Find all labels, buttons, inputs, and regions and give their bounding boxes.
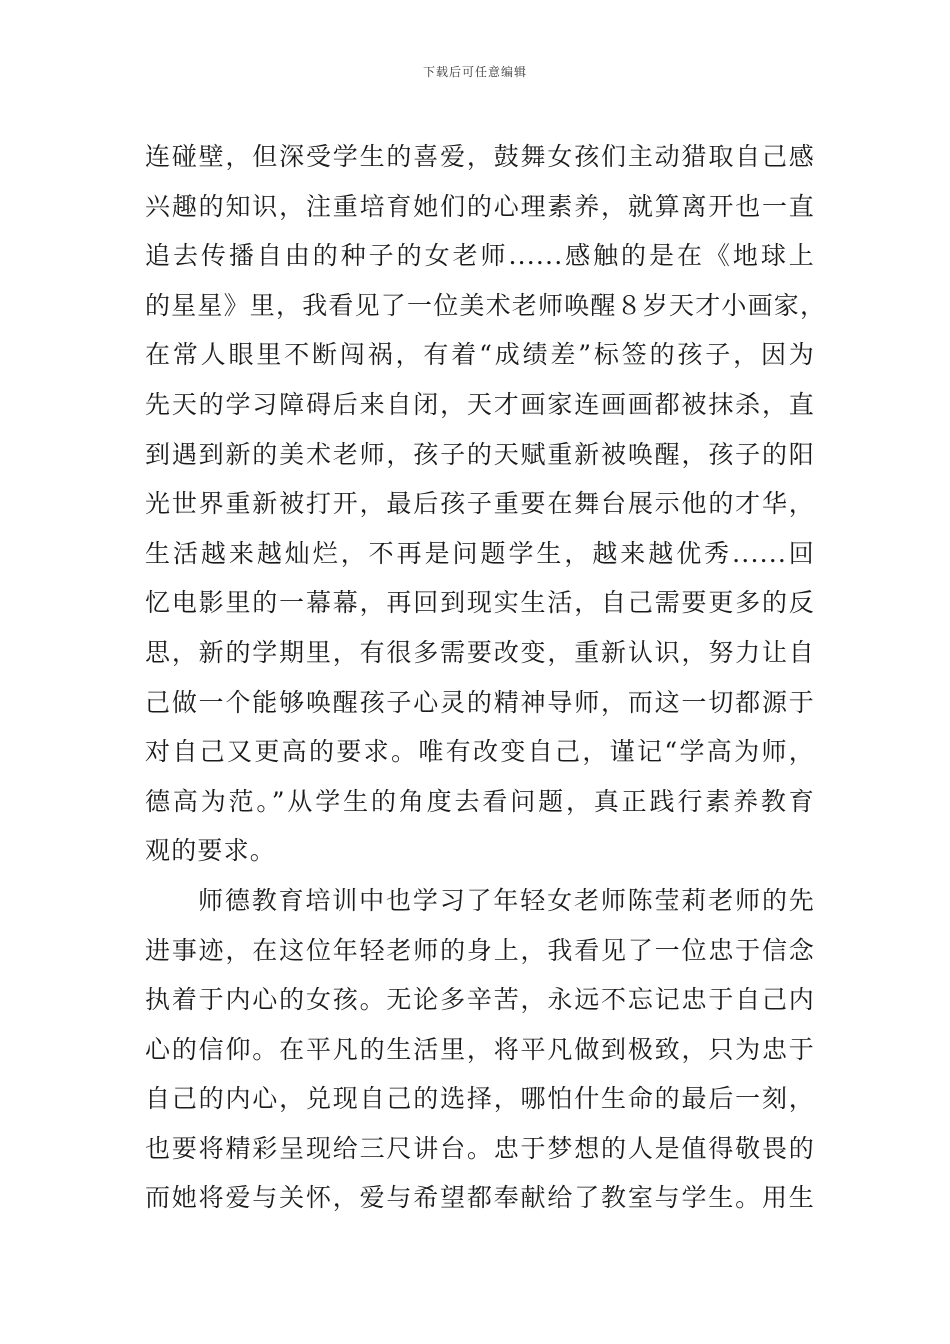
text-line: 连碰壁，但深受学生的喜爱，鼓舞女孩们主动猎取自己感 [145,142,815,171]
text-line: 己做一个能够唤醒孩子心灵的精神导师，而这一切都源于 [145,687,815,717]
text-line: 而她将爱与关怀，爱与希望都奉献给了教室与学生。用生 [145,1183,815,1213]
text-line: 思，新的学期里，有很多需要改变，重新认识，努力让自 [145,637,815,667]
text-line: 追去传播自由的种子的女老师......感触的是在《地球上 [145,241,815,271]
text-line: 也要将精彩呈现给三尺讲台。忠于梦想的人是值得敬畏的 [145,1133,815,1163]
document-body [145,132,827,1223]
text-line: 观的要求。 [145,836,277,866]
text-line: 兴趣的知识，注重培育她们的心理素养，就算离开也一直 [145,191,815,221]
text-line: 心的信仰。在平凡的生活里，将平凡做到极致，只为忠于 [145,1034,815,1064]
text-line: 的星星》里，我看见了一位美术老师唤醒８岁天才小画家， [145,290,827,320]
text-line: 忆电影里的一幕幕，再回到现实生活，自己需要更多的反 [145,588,815,618]
page-header: 下载后可任意编辑 [422,65,527,79]
text-line: 在常人眼里不断闯祸，有着“成绩差”标签的孩子，因为 [145,340,815,370]
text-line: 师德教育培训中也学习了年轻女老师陈莹莉老师的先 [198,885,815,915]
text-line: 先天的学习障碍后来自闭，天才画家连画画都被抹杀，直 [145,389,815,419]
text-line: 自己的内心，兑现自己的选择，哪怕什生命的最后一刻， [145,1084,815,1114]
text-line: 生活越来越灿烂，不再是问题学生，越来越优秀......回 [145,538,815,568]
paragraph-1 [145,132,827,876]
text-line: 光世界重新被打开，最后孩子重要在舞台展示他的才华， [145,489,815,519]
text-line: 到遇到新的美术老师，孩子的天赋重新被唤醒，孩子的阳 [145,439,815,469]
text-line: 对自己又更高的要求。唯有改变自己，谨记“学高为师， [145,737,815,767]
text-line: 进事迹，在这位年轻老师的身上，我看见了一位忠于信念 [145,935,815,965]
paragraph-2 [145,876,815,1223]
text-line: 德高为范。”从学生的角度去看问题，真正践行素养教育 [145,786,815,816]
text-line: 执着于内心的女孩。无论多辛苦，永远不忘记忠于自己内 [145,985,815,1015]
